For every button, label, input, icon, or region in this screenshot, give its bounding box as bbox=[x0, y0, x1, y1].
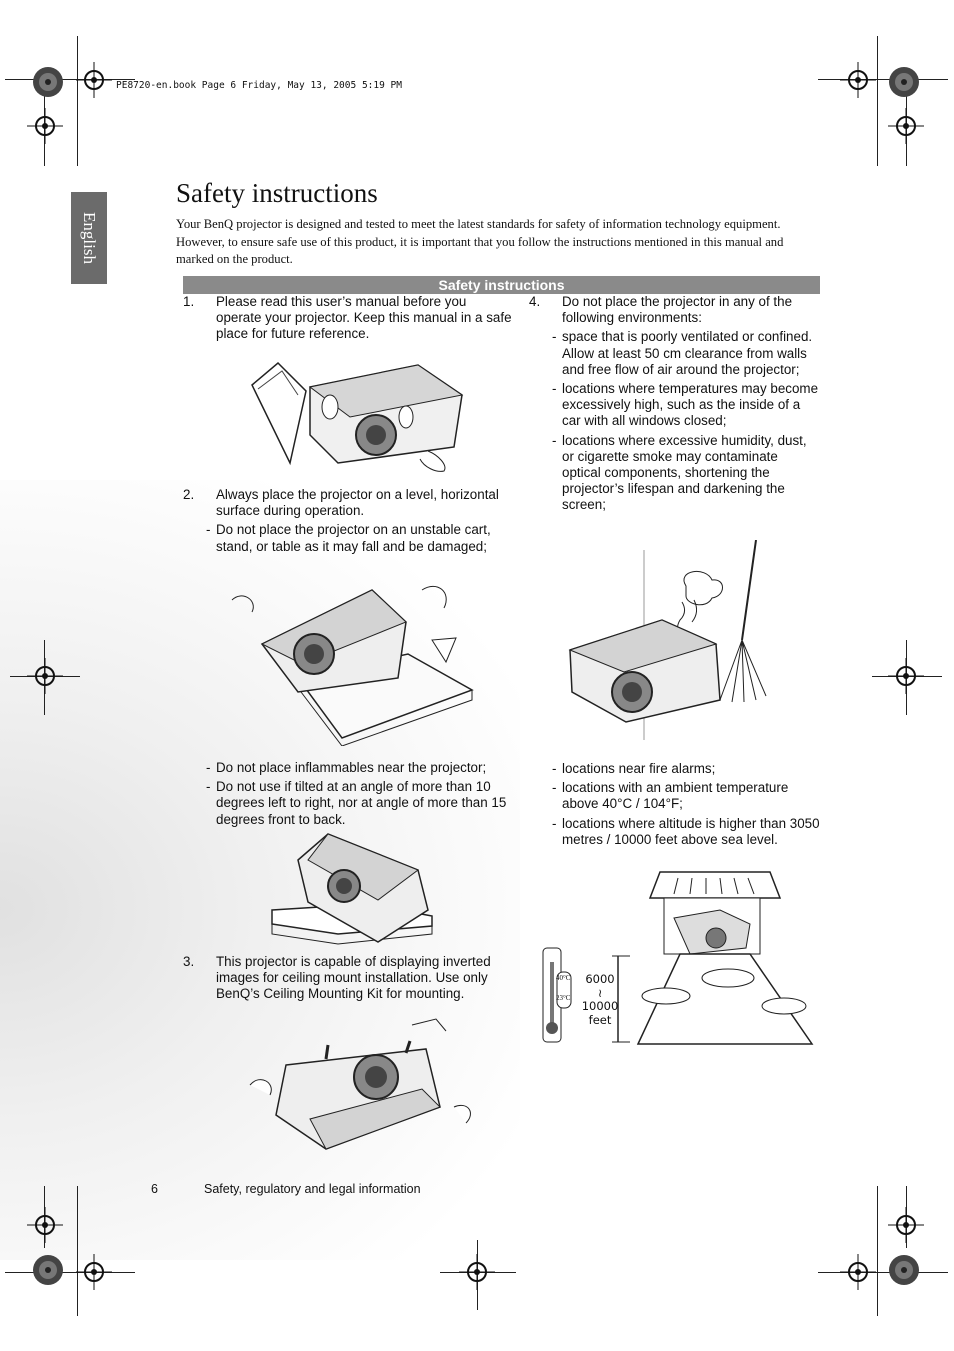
dusty-environment-illustration bbox=[566, 540, 792, 748]
color-target-icon bbox=[886, 1252, 922, 1288]
left-column-2 bbox=[183, 487, 523, 555]
left-column bbox=[183, 294, 513, 343]
temp-label-low: 23°C bbox=[556, 994, 571, 1002]
page-number: 6 bbox=[151, 1182, 158, 1196]
registration-mark-icon bbox=[76, 1254, 112, 1290]
sub-item: - Do not place the projector on an unstable cart, stand, or table as it may fall and be damaged; bbox=[206, 522, 491, 554]
registration-mark-icon bbox=[888, 658, 924, 694]
right-column bbox=[529, 294, 819, 514]
tilted-projector-on-books-illustration bbox=[268, 830, 440, 946]
list-item: 2. Always place the projector on a level, horizontal surface during operation. bbox=[183, 487, 499, 519]
sub-item: - Do not use if tilted at an angle of more than 10 degrees left to right, nor at angle of more than 15 degrees front to back. bbox=[206, 779, 507, 827]
registration-mark-icon bbox=[459, 1254, 495, 1290]
list-item: 4. Do not place the projector in any of the following environments: bbox=[529, 294, 793, 326]
inverted-projector-illustration bbox=[246, 1015, 478, 1155]
footer-section: Safety, regulatory and legal information bbox=[204, 1182, 421, 1196]
altitude-label: 6000 ≀ 10000 feet bbox=[581, 972, 619, 1027]
registration-mark-icon bbox=[840, 62, 876, 98]
registration-mark-icon bbox=[888, 108, 924, 144]
intro-paragraph: Your BenQ projector is designed and tested to meet the latest standards for safety of information technology equipment. However, to ensure safe use of this product, it is important that you follow the instructions mentioned in this manual and marked on the product. bbox=[176, 217, 784, 266]
sub-item: - locations where altitude is higher than 3050 metres / 10000 feet above sea level. bbox=[552, 815, 820, 847]
color-target-icon bbox=[30, 1252, 66, 1288]
sub-item: - locations with an ambient temperature above 40°C / 104°F; bbox=[552, 780, 789, 812]
sub-item: - locations where temperatures may become excessively high, such as the inside of a car with all windows closed; bbox=[552, 381, 819, 429]
temp-label-high: 40°C bbox=[556, 974, 571, 982]
tilting-projector-illustration bbox=[222, 560, 490, 746]
sub-item: - Do not place inflammables near the projector; bbox=[206, 760, 487, 775]
print-header: PE8720-en.book Page 6 Friday, May 13, 2005 5:19 PM bbox=[116, 80, 402, 91]
projector-manual-illustration bbox=[248, 355, 468, 477]
registration-mark-icon bbox=[27, 108, 63, 144]
left-column-3 bbox=[206, 757, 526, 828]
color-target-icon bbox=[30, 64, 66, 100]
list-item: 1. Please read this user’s manual before you operate your projector. Keep this manual in a safe place for future reference. bbox=[183, 294, 512, 342]
registration-mark-icon bbox=[888, 1207, 924, 1243]
list-item: 3. This projector is capable of displaying inverted images for ceiling mount installation. Use only BenQ’s Ceiling Mounting Kit for mounting. bbox=[183, 954, 491, 1002]
registration-mark-icon bbox=[840, 1254, 876, 1290]
registration-mark-icon bbox=[27, 1207, 63, 1243]
registration-mark-icon bbox=[27, 658, 63, 694]
page-title: Safety instructions bbox=[176, 178, 378, 208]
sub-item: - locations near fire alarms; bbox=[552, 761, 716, 776]
color-target-icon bbox=[886, 64, 922, 100]
registration-mark-icon bbox=[76, 62, 112, 98]
section-banner: Safety instructions bbox=[183, 276, 820, 294]
language-tab: English bbox=[71, 192, 107, 284]
left-column-4 bbox=[183, 954, 523, 1003]
right-column-2 bbox=[552, 758, 820, 848]
sub-item: - locations where excessive humidity, dust, or cigarette smoke may contaminate optical components, shortening the projector’s lifespan and darkening the screen; bbox=[552, 432, 807, 513]
sub-item: - space that is poorly ventilated or confined. Allow at least 50 cm clearance from walls and free flow of air around the projector; bbox=[552, 329, 813, 377]
